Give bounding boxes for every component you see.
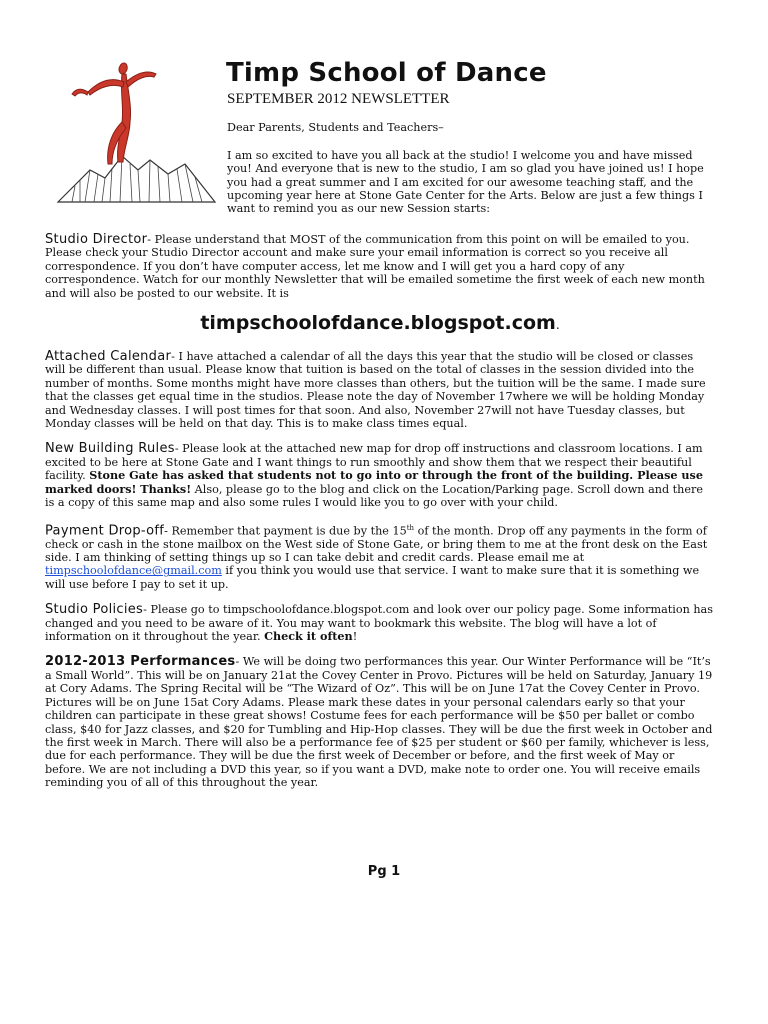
dancer-mountain-logo-icon: [50, 52, 220, 212]
section-text: !: [352, 630, 358, 644]
newsletter-body: [45, 233, 715, 802]
section-performances: [45, 655, 715, 789]
superscript: th: [406, 523, 415, 532]
section-heading: New Building Rules: [45, 441, 175, 457]
section-studio-policies: [45, 603, 715, 643]
section-heading: Studio Director: [45, 232, 148, 247]
section-heading: 2012-2013 Performances: [45, 654, 236, 670]
blog-url: timpschoolofdance.blogspot.com: [200, 312, 556, 335]
section-attached-calendar: [45, 350, 715, 430]
page-number: Pg 1: [367, 864, 401, 879]
section-bold-notice: Stone Gate has asked that students not to go into or through the front of the building. Please use marked doors! Thanks!: [45, 468, 703, 496]
section-text: - Remember that payment is due by the 15: [164, 524, 407, 538]
section-bold-notice: Check it often: [264, 629, 353, 644]
section-heading: Studio Policies: [45, 602, 144, 618]
section-building-rules: [45, 442, 715, 509]
section-studio-director: [45, 233, 715, 300]
section-text: - I have attached a calendar of all the days this year that the studio will be closed or classes will be different than usual. Please know that tuition is based on the total of classes in the session divided into the number of months. Some months might have more classes than others, but the tuition will be the same. I made sure that the classes get equal time in the studios. Please note the day of November 17where we will be holding Monday and Wednesday classes. I will post times for that soon. And also, November 27will not have Tuesday classes, but Monday classes will be held on that day. This is to make class times equal.: [45, 350, 706, 431]
section-text: of the month. Drop off any payments in the form of check or cash in the stone mailbox on the West side of Stone Gate, or bring them to me at the front desk on the East side. I am thinking of setting things up so I can take debit and credit cards. Please email me at: [45, 524, 708, 565]
section-text: if you think you would use that service. I want to make sure that it is something we will use before I pay to set it up.: [45, 564, 700, 591]
blog-address: [45, 312, 715, 334]
newsletter-subtitle: SEPTEMBER 2012 NEWSLETTER: [227, 91, 450, 107]
intro-paragraph: I am so excited to have you all back at the studio! I welcome you and have missed you! And everyone that is new to the studio, I am so glad you have joined us! I hope you had a great summer and I am excited for our awesome teaching staff, and the upcoming year here at Stone Gate Center for the Arts. Below are just a few things I want to remind you as our new Session starts:: [227, 149, 704, 216]
section-heading: Payment Drop-off: [45, 523, 165, 539]
page-title: Timp School of Dance: [226, 58, 547, 88]
blog-period: .: [555, 318, 560, 333]
email-link[interactable]: timpschoolofdance@gmail.com: [45, 564, 222, 578]
greeting: Dear Parents, Students and Teachers–: [227, 121, 444, 134]
section-text: - Please go to timpschoolofdance.blogspot.com and look over our policy page. Some information has changed and you need to be aware of it. You may want to bookmark this website. The blog will have a lot of information on it throughout the year.: [45, 603, 713, 644]
section-payment-dropoff: [45, 522, 715, 592]
section-text: - Please understand that MOST of the communication from this point on will be emailed to you. Please check your Studio Director account and make sure your email information is correct so you receive all correspondence. If you don’t have computer access, let me know and I will get you a hard copy of any correspondence. Watch for our monthly Newsletter that will be emailed sometime the first week of each new month and will also be posted to our website. It is: [45, 233, 705, 300]
section-text: - We will be doing two performances this year. Our Winter Performance will be “It’s a Small World”. This will be on January 21at the Covey Center in Provo. Pictures will be held on Saturday, January 19 at Cory Adams. The Spring Recital will be “The Wizard of Oz”. This will be on June 17at the Covey Center in Provo. Pictures will be on June 15at Cory Adams. Please mark these dates in your personal calendars early so that your children can participate in these great shows! Costume fees for each performance will be $50 per ballet or combo class, $40 for Jazz classes, and $20 for Tumbling and Hip-Hop classes. They will be due the first week in October and the first week in March. There will also be a performance fee of $25 per student or $60 per family, whichever is less, due for each performance. They will be due the first week of December or before, and the first week of May or before. We are not including a DVD this year, so if you want a DVD, make note to order one. You will receive emails reminding you of all of this throughout the year.: [45, 655, 713, 790]
section-text: Also, please go to the blog and click on the Location/Parking page. Scroll down and there is a copy of this same map and also some rules I would like you to go over with your child.: [45, 482, 703, 510]
section-heading: Attached Calendar: [45, 349, 172, 365]
section-text: - Please look at the attached new map for drop off instructions and classroom locations. I am excited to be here at Stone Gate and I want things to run smoothly and show them that we respect their beautiful facility.: [45, 442, 703, 483]
